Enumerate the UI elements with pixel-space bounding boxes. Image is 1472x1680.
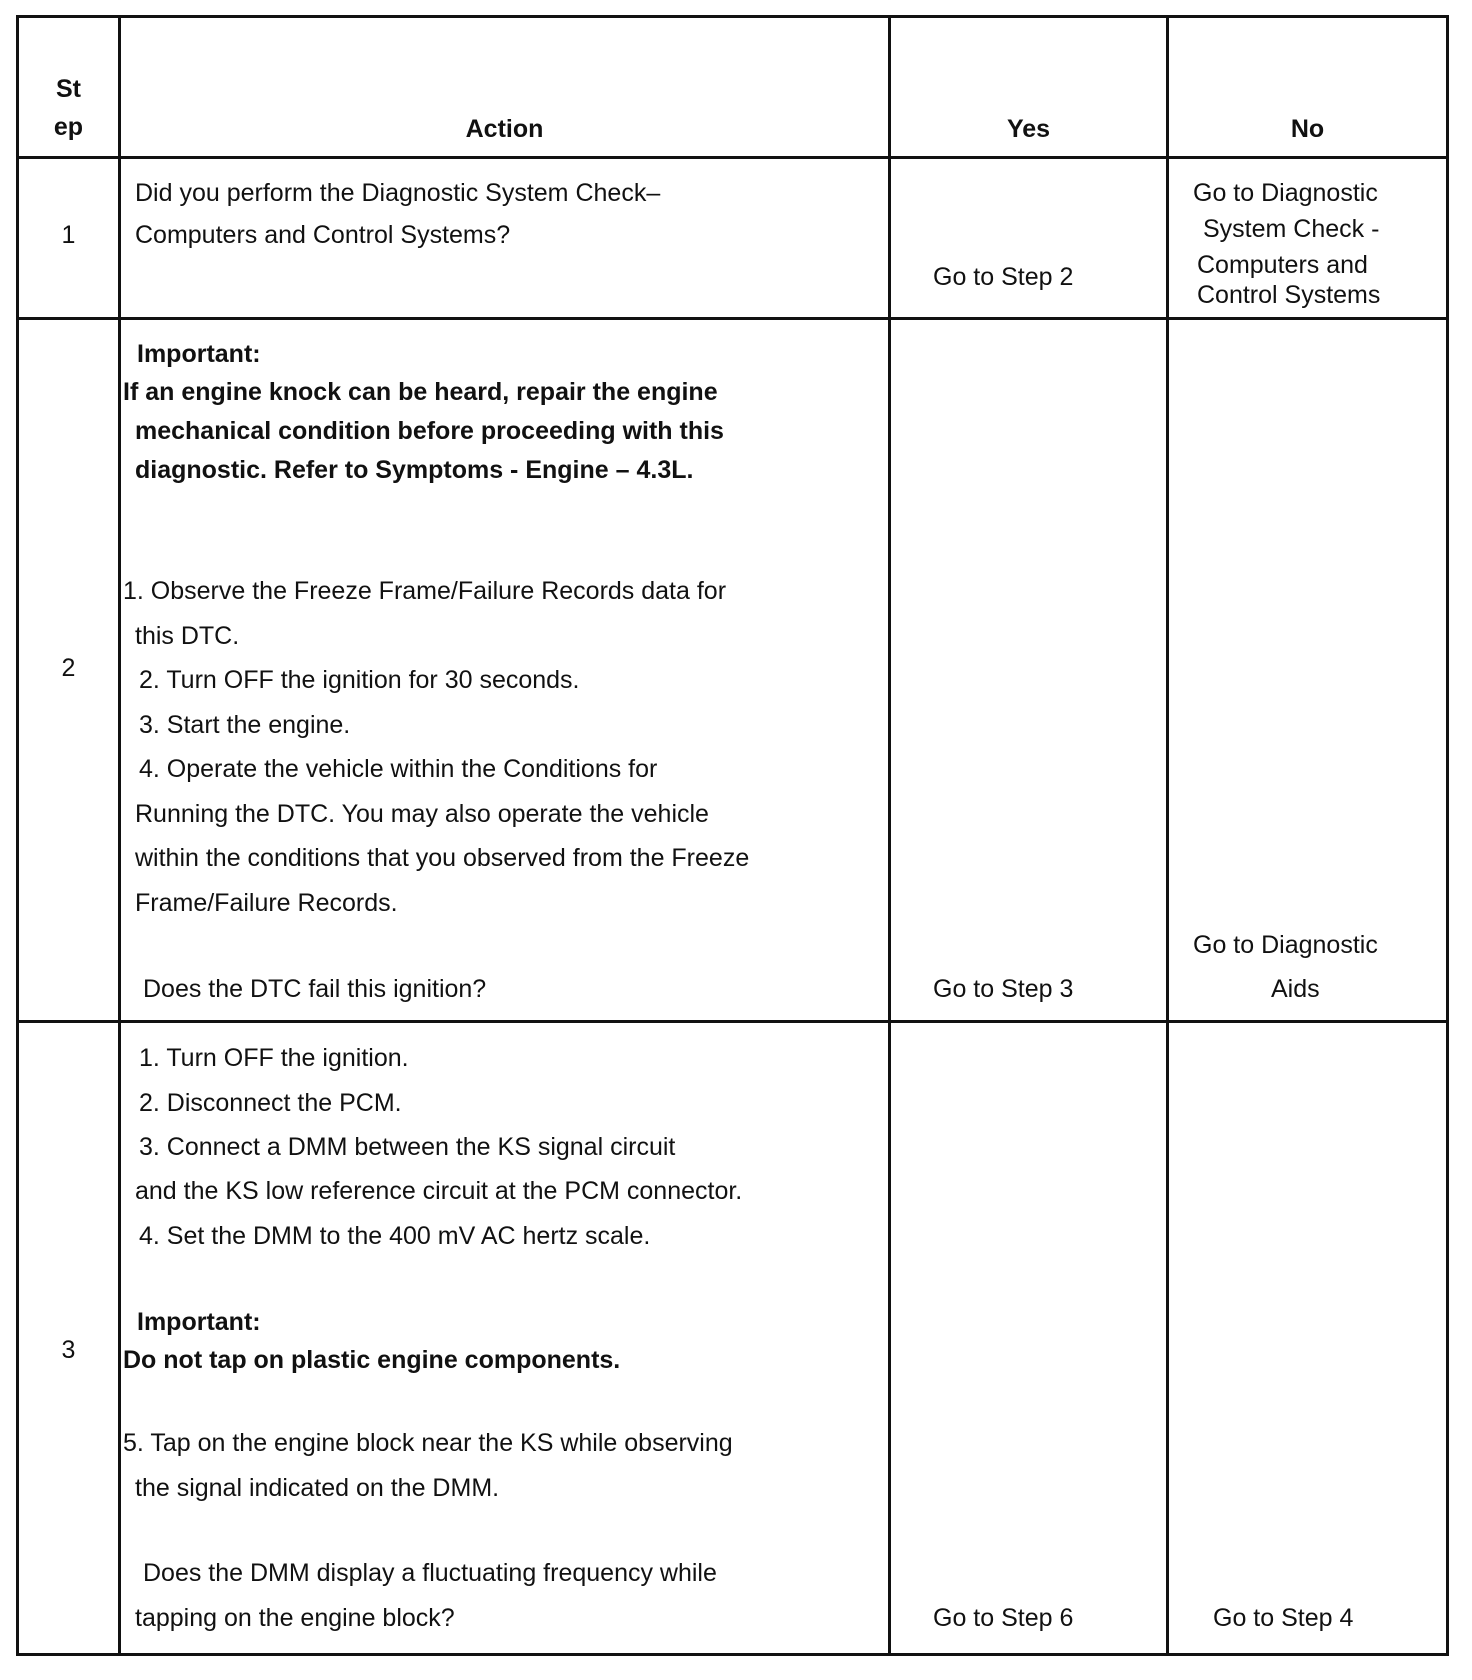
- no-cell: [1168, 1022, 1448, 1655]
- action-line: within the conditions that you observed from the Freeze: [135, 844, 750, 872]
- important-text-line: mechanical condition before proceeding with this: [135, 417, 724, 445]
- header-action-label: Action: [465, 115, 544, 143]
- yes-result: Go to Step 6: [933, 1604, 1074, 1632]
- yes-cell: [890, 319, 1168, 1022]
- step-cell: [18, 319, 120, 1022]
- header-step-line2: ep: [53, 113, 84, 141]
- important-label: Important:: [137, 1308, 261, 1336]
- action-line: 5. Tap on the engine block near the KS while observing: [123, 1429, 733, 1457]
- step-cell: [18, 158, 120, 319]
- action-cell: [120, 319, 890, 1022]
- header-action: [120, 17, 890, 158]
- important-text-line: Do not tap on plastic engine components.: [123, 1346, 621, 1374]
- action-line: 4. Operate the vehicle within the Conditions for: [139, 755, 658, 783]
- header-step: [18, 17, 120, 158]
- question-line: Does the DTC fail this ignition?: [143, 975, 487, 1003]
- action-line: 2. Turn OFF the ignition for 30 seconds.: [139, 666, 580, 694]
- action-line: this DTC.: [135, 622, 240, 650]
- important-label: Important:: [137, 340, 261, 368]
- no-result-line: System Check -: [1203, 215, 1380, 243]
- diagnostic-table-sheet: [16, 15, 1446, 1660]
- yes-cell: [890, 158, 1168, 319]
- important-text-line: diagnostic. Refer to Symptoms - Engine – 4.3L.: [135, 456, 694, 484]
- action-line: and the KS low reference circuit at the PCM connector.: [135, 1177, 743, 1205]
- no-cell: [1168, 319, 1448, 1022]
- no-cell: [1168, 158, 1448, 319]
- table-row: [18, 319, 1448, 1022]
- question-line: Does the DMM display a fluctuating frequency while: [143, 1559, 717, 1587]
- no-result-line: Aids: [1271, 975, 1320, 1003]
- table-header-row: [18, 17, 1448, 158]
- action-cell: [120, 1022, 890, 1655]
- action-line: 3. Connect a DMM between the KS signal circuit: [139, 1133, 676, 1161]
- no-result-line: Computers and: [1197, 251, 1368, 279]
- action-line: Running the DTC. You may also operate the vehicle: [135, 800, 709, 828]
- no-result-line: Go to Diagnostic: [1193, 179, 1378, 207]
- action-line: the signal indicated on the DMM.: [135, 1474, 500, 1502]
- question-line: tapping on the engine block?: [135, 1604, 455, 1632]
- action-line: Computers and Control Systems?: [135, 221, 511, 249]
- action-line: Frame/Failure Records.: [135, 889, 398, 917]
- header-step-line1: St: [56, 75, 81, 103]
- action-line: 1. Turn OFF the ignition.: [139, 1044, 409, 1072]
- yes-result: Go to Step 3: [933, 975, 1074, 1003]
- important-text-line: If an engine knock can be heard, repair the engine: [123, 378, 718, 406]
- action-line: 2. Disconnect the PCM.: [139, 1089, 402, 1117]
- header-yes: [890, 17, 1168, 158]
- step-number: 3: [61, 1336, 76, 1364]
- step-cell: [18, 1022, 120, 1655]
- no-result-line: Control Systems: [1197, 281, 1381, 309]
- action-cell: [120, 158, 890, 319]
- diagnostic-table: [16, 15, 1449, 1656]
- action-line: 3. Start the engine.: [139, 711, 351, 739]
- step-number: 2: [61, 654, 76, 682]
- header-no: [1168, 17, 1448, 158]
- header-no-label: No: [1290, 115, 1325, 143]
- action-line: 4. Set the DMM to the 400 mV AC hertz scale.: [139, 1222, 651, 1250]
- action-line: Did you perform the Diagnostic System Check–: [135, 179, 661, 207]
- no-result-line: Go to Diagnostic: [1193, 931, 1378, 959]
- table-row: [18, 1022, 1448, 1655]
- no-result: Go to Step 4: [1213, 1604, 1354, 1632]
- yes-cell: [890, 1022, 1168, 1655]
- header-yes-label: Yes: [1006, 115, 1051, 143]
- action-line: 1. Observe the Freeze Frame/Failure Records data for: [123, 577, 727, 605]
- step-number: 1: [61, 221, 76, 249]
- yes-result: Go to Step 2: [933, 263, 1074, 291]
- table-row: [18, 158, 1448, 319]
